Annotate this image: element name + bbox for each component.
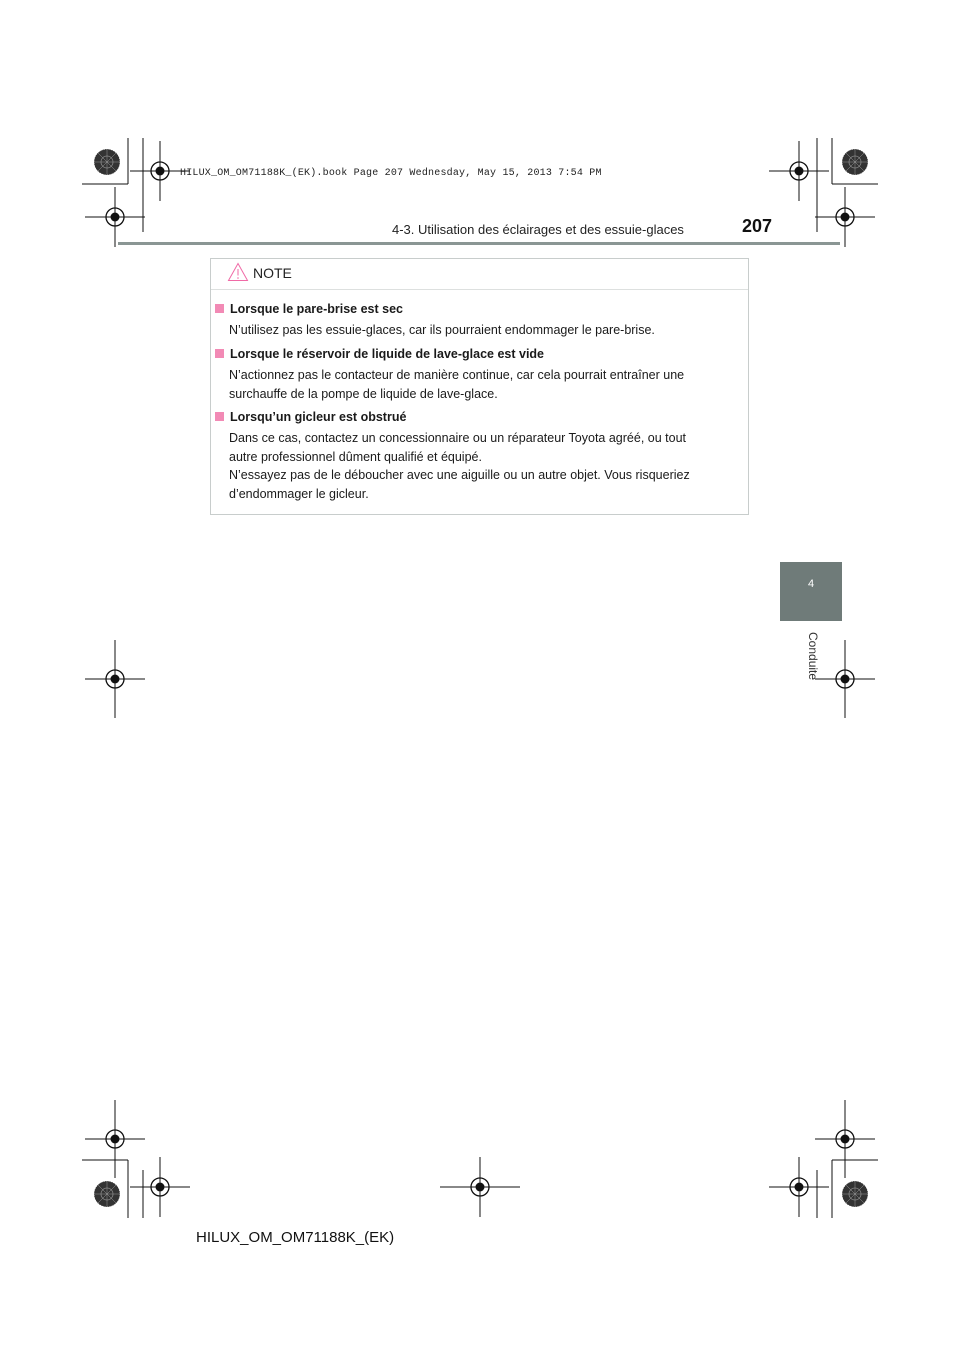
note-header [211, 259, 748, 290]
footer-document-code: HILUX_OM_OM71188K_(EK) [196, 1229, 395, 1246]
bullet-square-icon [215, 304, 224, 313]
warning-triangle-icon [227, 262, 249, 282]
note-item-line: Dans ce cas, contactez un concessionnaire ou un réparateur Toyota agréé, ou tout [229, 431, 687, 445]
note-item-line: N’essayez pas de le déboucher avec une aiguille ou un autre objet. Vous risqueriez [229, 468, 690, 482]
header-rule [118, 242, 840, 245]
note-item-heading: Lorsque le réservoir de liquide de lave-glace est vide [230, 347, 545, 361]
note-item-line: N’utilisez pas les essuie-glaces, car ils pourraient endommager le pare-brise. [229, 323, 655, 337]
bullet-square-icon [215, 349, 224, 358]
note-item-heading: Lorsqu’un gicleur est obstrué [230, 410, 407, 424]
chapter-tab-label: Conduite [806, 632, 820, 681]
section-title: 4-3. Utilisation des éclairages et des essuie-glaces [392, 222, 684, 237]
note-item-line: N’actionnez pas le contacteur de manière continue, car cela pourrait entraîner une [229, 368, 685, 382]
bullet-square-icon [215, 412, 224, 421]
note-item-heading: Lorsque le pare-brise est sec [230, 302, 403, 316]
note-box [210, 258, 749, 515]
page-number: 207 [742, 216, 773, 236]
chapter-tab-number: 4 [807, 578, 815, 590]
note-item-line: autre professionnel dûment qualifié et équipé. [229, 449, 482, 464]
file-stamp: HILUX_OM_OM71188K_(EK).book Page 207 Wednesday, May 15, 2013 7:54 PM [180, 168, 602, 179]
note-title: NOTE [253, 265, 292, 281]
chapter-tab [780, 562, 842, 621]
note-item-line: surchauffe de la pompe de liquide de lave-glace. [229, 386, 498, 401]
note-item-line: d’endommager le gicleur. [229, 486, 369, 501]
